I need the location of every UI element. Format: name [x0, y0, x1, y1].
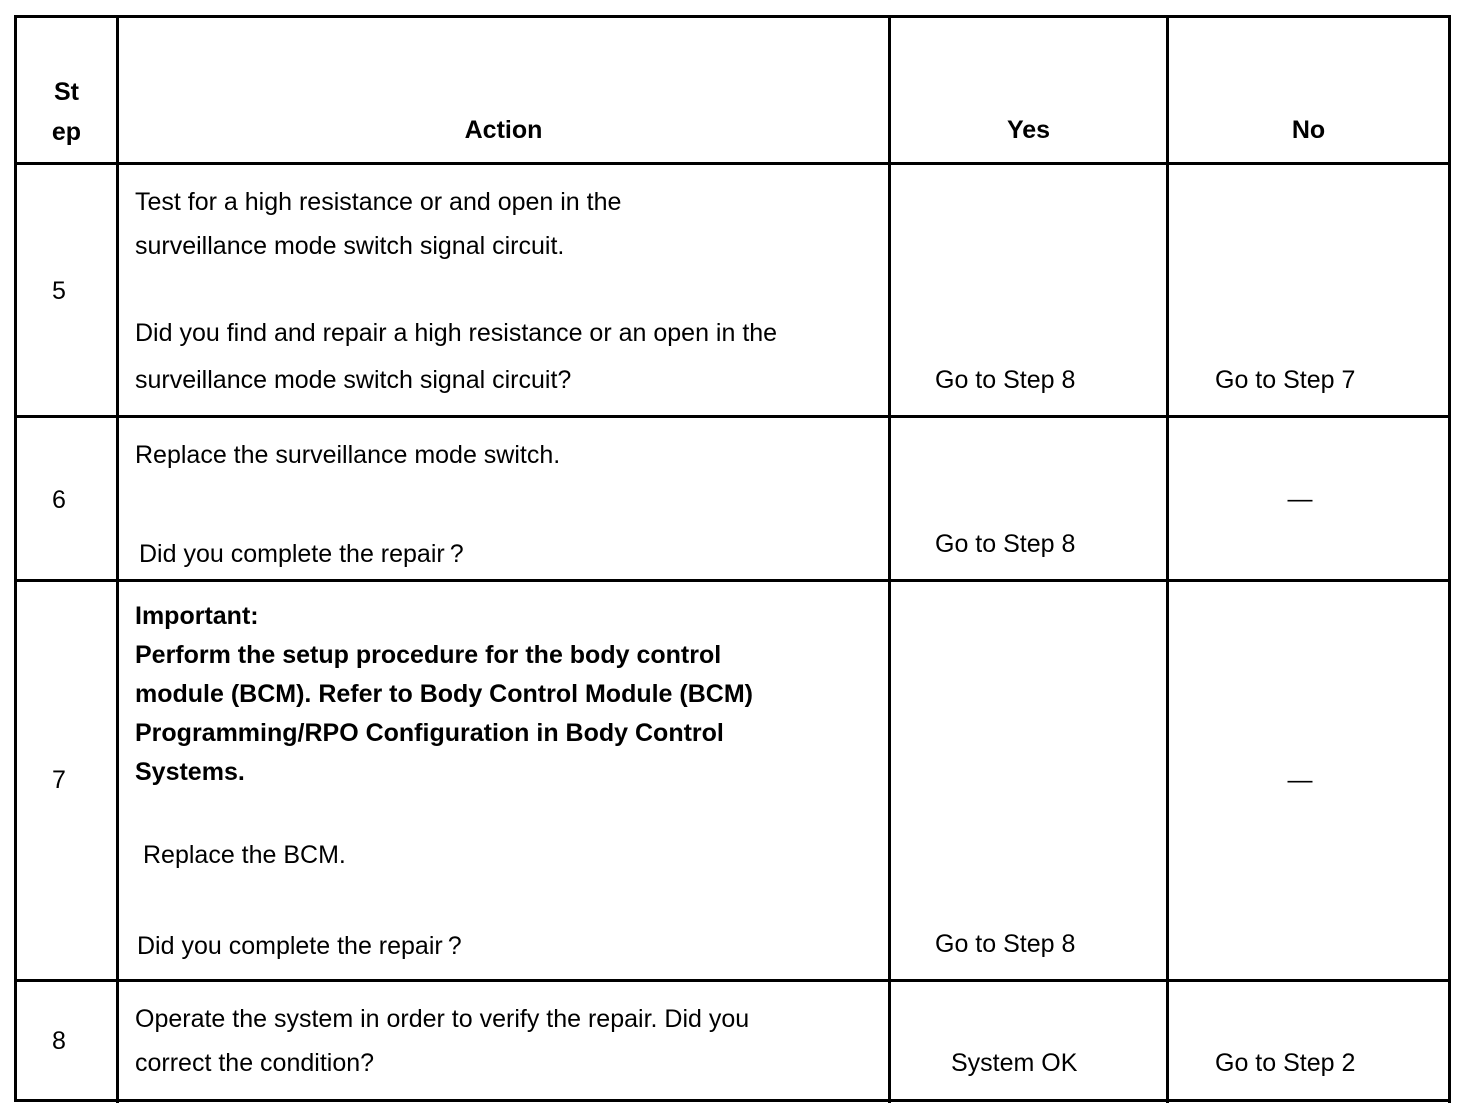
action-text: Operate the system in order to verify the repair. Did you [135, 1005, 750, 1033]
header-action: Action [464, 116, 543, 144]
grid-line-step-action [116, 15, 119, 1103]
question-mark: ? [449, 540, 464, 568]
question-mark: ? [447, 932, 462, 960]
yes-cell: Go to Step 8 [935, 930, 1076, 958]
action-text: Replace the BCM. [143, 841, 346, 869]
action-text: surveillance mode switch signal circuit. [135, 232, 565, 260]
grid-line-row7-bottom [14, 979, 1451, 982]
action-text: Test for a high resistance or and open in the [135, 188, 622, 216]
grid-line-left [14, 15, 17, 1102]
step-number: 8 [52, 1027, 66, 1055]
question-text [139, 539, 464, 569]
grid-line-yes-no [1166, 15, 1169, 1103]
no-cell: — [1287, 766, 1313, 794]
grid-line-row6-bottom [14, 579, 1451, 582]
action-text: Replace the surveillance mode switch. [135, 441, 561, 469]
grid-line-header-bottom [14, 162, 1451, 165]
question-text: Did you find and repair a high resistance or an open in the [135, 319, 778, 347]
question-text [137, 931, 462, 961]
important-text: Perform the setup procedure for the body control module (BCM). Refer to Body Control Module (BCM) Programming/RPO Configuration in Body Control Systems. [135, 641, 753, 786]
grid-line-row5-bottom [14, 415, 1451, 418]
step-number: 5 [52, 277, 66, 305]
no-cell: — [1287, 485, 1313, 513]
grid-line-top [14, 15, 1451, 18]
grid-line-action-yes [888, 15, 891, 1103]
no-cell: Go to Step 7 [1215, 366, 1356, 394]
grid-line-bottom [14, 1099, 1451, 1102]
question-text-main: Did you complete the repair [137, 932, 443, 960]
question-text: surveillance mode switch signal circuit? [135, 366, 572, 394]
step-number: 7 [52, 766, 66, 794]
grid-line-right [1448, 15, 1451, 1103]
action-text: correct the condition? [135, 1049, 375, 1077]
yes-cell: System OK [951, 1049, 1078, 1077]
no-cell: Go to Step 2 [1215, 1049, 1356, 1077]
yes-cell: Go to Step 8 [935, 530, 1076, 558]
question-text-main: Did you complete the repair [139, 540, 445, 568]
step-number: 6 [52, 486, 66, 514]
header-step: St ep [51, 78, 82, 146]
yes-cell: Go to Step 8 [935, 366, 1076, 394]
header-yes: Yes [1006, 116, 1051, 144]
important-label: Important: [135, 602, 259, 630]
header-no: No [1291, 116, 1326, 144]
